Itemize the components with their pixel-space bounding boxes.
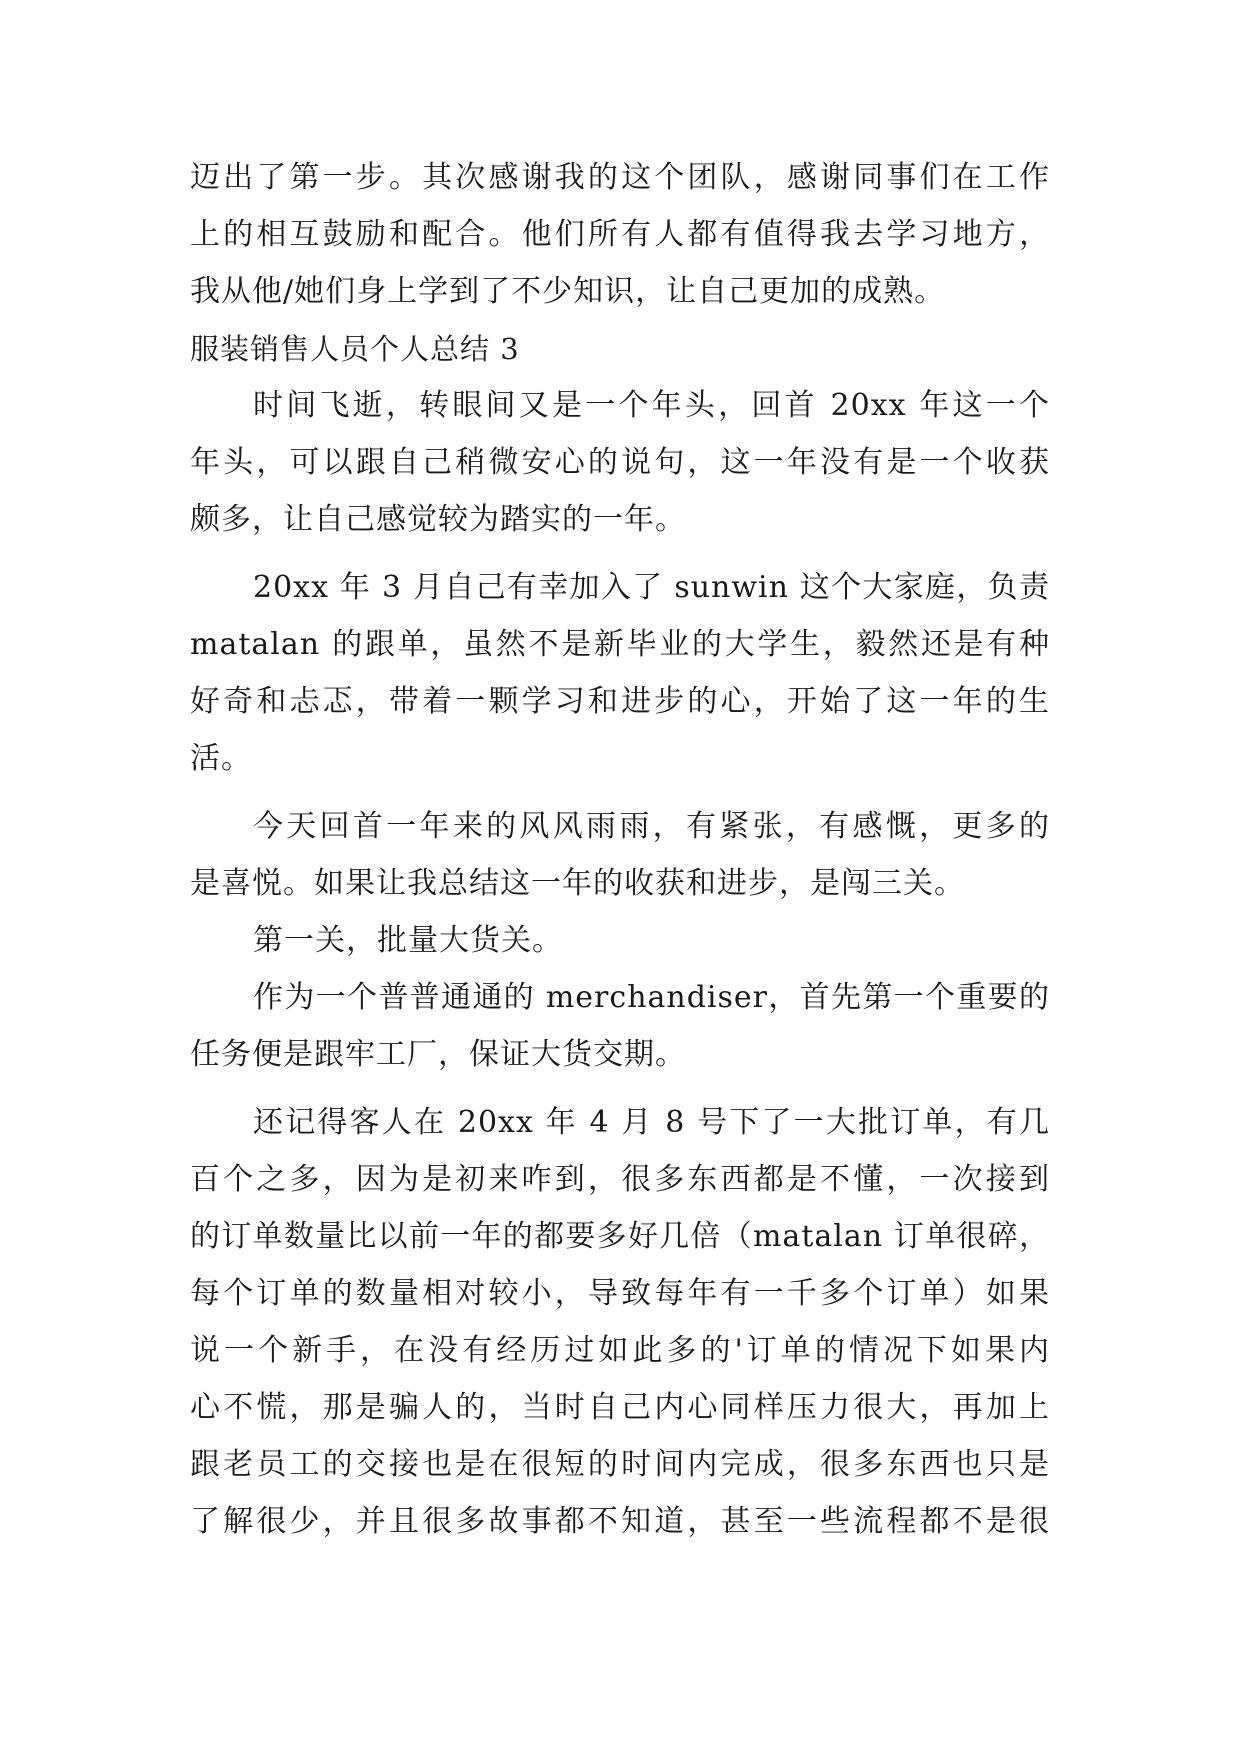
- text-line: 跟老员工的交接也是在很短的时间内完成，很多东西也只是: [190, 1447, 1050, 1482]
- text-line: 第一关，批量大货关。: [253, 923, 563, 958]
- text-line: 任务便是跟牢工厂，保证大货交期。: [190, 1037, 686, 1072]
- text-line: 年头，可以跟自己稍微安心的说句，这一年没有是一个收获: [190, 445, 1050, 480]
- text-line: 心不慌，那是骗人的，当时自己内心同样压力很大，再加上: [190, 1390, 1050, 1425]
- text-line: 好奇和忐忑，带着一颗学习和进步的心，开始了这一年的生: [190, 684, 1050, 719]
- text-line: 说一个新手，在没有经历过如此多的'订单的情况下如果内: [190, 1333, 1050, 1368]
- text-line: 我从他/她们身上学到了不少知识，让自己更加的成熟。: [190, 274, 946, 309]
- section-heading: 服装销售人员个人总结 3: [190, 332, 520, 366]
- text-line: matalan 的跟单，虽然不是新毕业的大学生，毅然还是有种: [190, 627, 1050, 662]
- text-line: 活。: [190, 741, 252, 776]
- text-line: 还记得客人在 20xx 年 4 月 8 号下了一大批订单，有几: [253, 1105, 1050, 1140]
- text-line: 每个订单的数量相对较小，导致每年有一千多个订单）如果: [190, 1276, 1050, 1311]
- text-line: 迈出了第一步。其次感谢我的这个团队，感谢同事们在工作: [190, 160, 1050, 195]
- text-line: 颇多，让自己感觉较为踏实的一年。: [190, 502, 686, 537]
- text-line: 20xx 年 3 月自己有幸加入了 sunwin 这个大家庭，负责: [253, 570, 1050, 605]
- text-line: 时间飞逝，转眼间又是一个年头，回首 20xx 年这一个: [253, 388, 1050, 423]
- text-line: 上的相互鼓励和配合。他们所有人都有值得我去学习地方，: [190, 217, 1050, 252]
- text-line: 作为一个普普通通的 merchandiser，首先第一个重要的: [253, 980, 1050, 1015]
- text-line: 的订单数量比以前一年的都要多好几倍（matalan 订单很碎，: [190, 1219, 1050, 1254]
- text-line: 百个之多，因为是初来咋到，很多东西都是不懂，一次接到: [190, 1162, 1050, 1197]
- text-line: 今天回首一年来的风风雨雨，有紧张，有感慨，更多的: [253, 809, 1050, 844]
- text-line: 是喜悦。如果让我总结这一年的收获和进步，是闯三关。: [190, 866, 965, 901]
- text-line: 了解很少，并且很多故事都不知道，甚至一些流程都不是很: [190, 1504, 1050, 1539]
